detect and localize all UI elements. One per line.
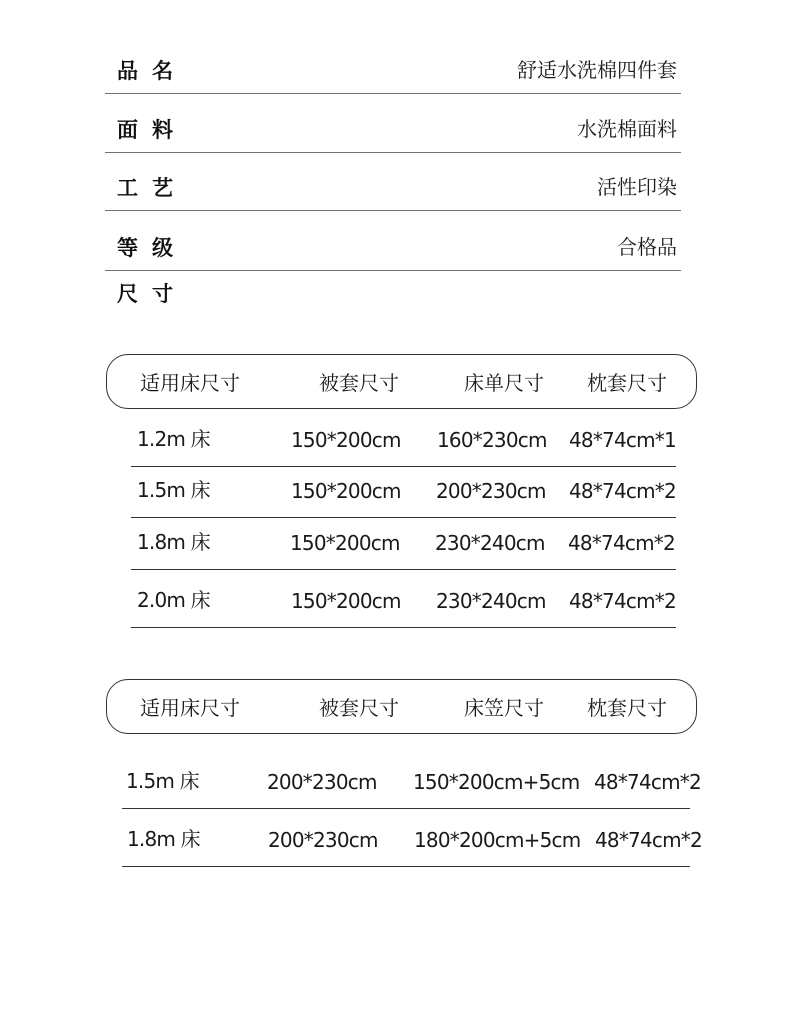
cell-pillowcase-size: 48*74cm*2 xyxy=(569,589,676,613)
spec-label: 工艺 xyxy=(117,176,187,200)
cell-pillowcase-size: 48*74cm*2 xyxy=(594,770,701,794)
header-pillowcase-size: 枕套尺寸 xyxy=(587,696,667,720)
spec-value: 活性印染 xyxy=(597,175,677,199)
header-duvet-size: 被套尺寸 xyxy=(319,371,399,395)
spec-value: 舒适水洗棉四件套 xyxy=(517,58,677,82)
spec-label: 面料 xyxy=(117,118,187,142)
cell-sheet-size: 200*230cm xyxy=(436,479,546,503)
spec-row-fabric xyxy=(105,95,681,153)
cell-bed-size: 1.2m 床 xyxy=(137,427,210,451)
header-bed-size: 适用床尺寸 xyxy=(140,371,240,395)
cell-pillowcase-size: 48*74cm*1 xyxy=(569,428,676,452)
table-row xyxy=(131,518,676,570)
cell-bed-size: 1.5m 床 xyxy=(137,478,210,502)
spec-value: 水洗棉面料 xyxy=(577,117,677,141)
header-bed-size: 适用床尺寸 xyxy=(140,696,240,720)
cell-fitted-sheet-size: 180*200cm+5cm xyxy=(414,828,581,852)
header-fitted-sheet-size: 床笠尺寸 xyxy=(464,696,544,720)
table-row xyxy=(122,757,701,809)
spec-value: 合格品 xyxy=(617,235,677,259)
cell-duvet-size: 200*230cm xyxy=(267,770,377,794)
header-sheet-size: 床单尺寸 xyxy=(464,371,544,395)
table2-header xyxy=(106,679,697,734)
spec-label: 等级 xyxy=(117,236,187,260)
cell-duvet-size: 150*200cm xyxy=(291,428,401,452)
cell-duvet-size: 200*230cm xyxy=(268,828,378,852)
header-duvet-size: 被套尺寸 xyxy=(319,696,399,720)
cell-fitted-sheet-size: 150*200cm+5cm xyxy=(413,770,580,794)
cell-pillowcase-size: 48*74cm*2 xyxy=(568,531,675,555)
cell-bed-size: 2.0m 床 xyxy=(137,588,210,612)
spec-row-product-name xyxy=(105,36,681,94)
cell-sheet-size: 230*240cm xyxy=(435,531,545,555)
cell-duvet-size: 150*200cm xyxy=(291,589,401,613)
spec-label: 尺寸 xyxy=(117,282,187,306)
header-pillowcase-size: 枕套尺寸 xyxy=(587,371,667,395)
cell-bed-size: 1.5m 床 xyxy=(126,769,199,793)
cell-bed-size: 1.8m 床 xyxy=(127,827,200,851)
cell-pillowcase-size: 48*74cm*2 xyxy=(569,479,676,503)
table1-header xyxy=(106,354,697,409)
table-row xyxy=(131,576,676,628)
cell-sheet-size: 230*240cm xyxy=(436,589,546,613)
spec-label: 品名 xyxy=(117,59,187,83)
spec-row-size xyxy=(105,258,681,316)
spec-row-craft xyxy=(105,153,681,211)
table-row xyxy=(122,815,702,867)
table-row xyxy=(131,466,676,518)
cell-duvet-size: 150*200cm xyxy=(291,479,401,503)
cell-bed-size: 1.8m 床 xyxy=(137,530,210,554)
cell-duvet-size: 150*200cm xyxy=(290,531,400,555)
table-row xyxy=(131,415,676,467)
cell-sheet-size: 160*230cm xyxy=(437,428,547,452)
cell-pillowcase-size: 48*74cm*2 xyxy=(595,828,702,852)
